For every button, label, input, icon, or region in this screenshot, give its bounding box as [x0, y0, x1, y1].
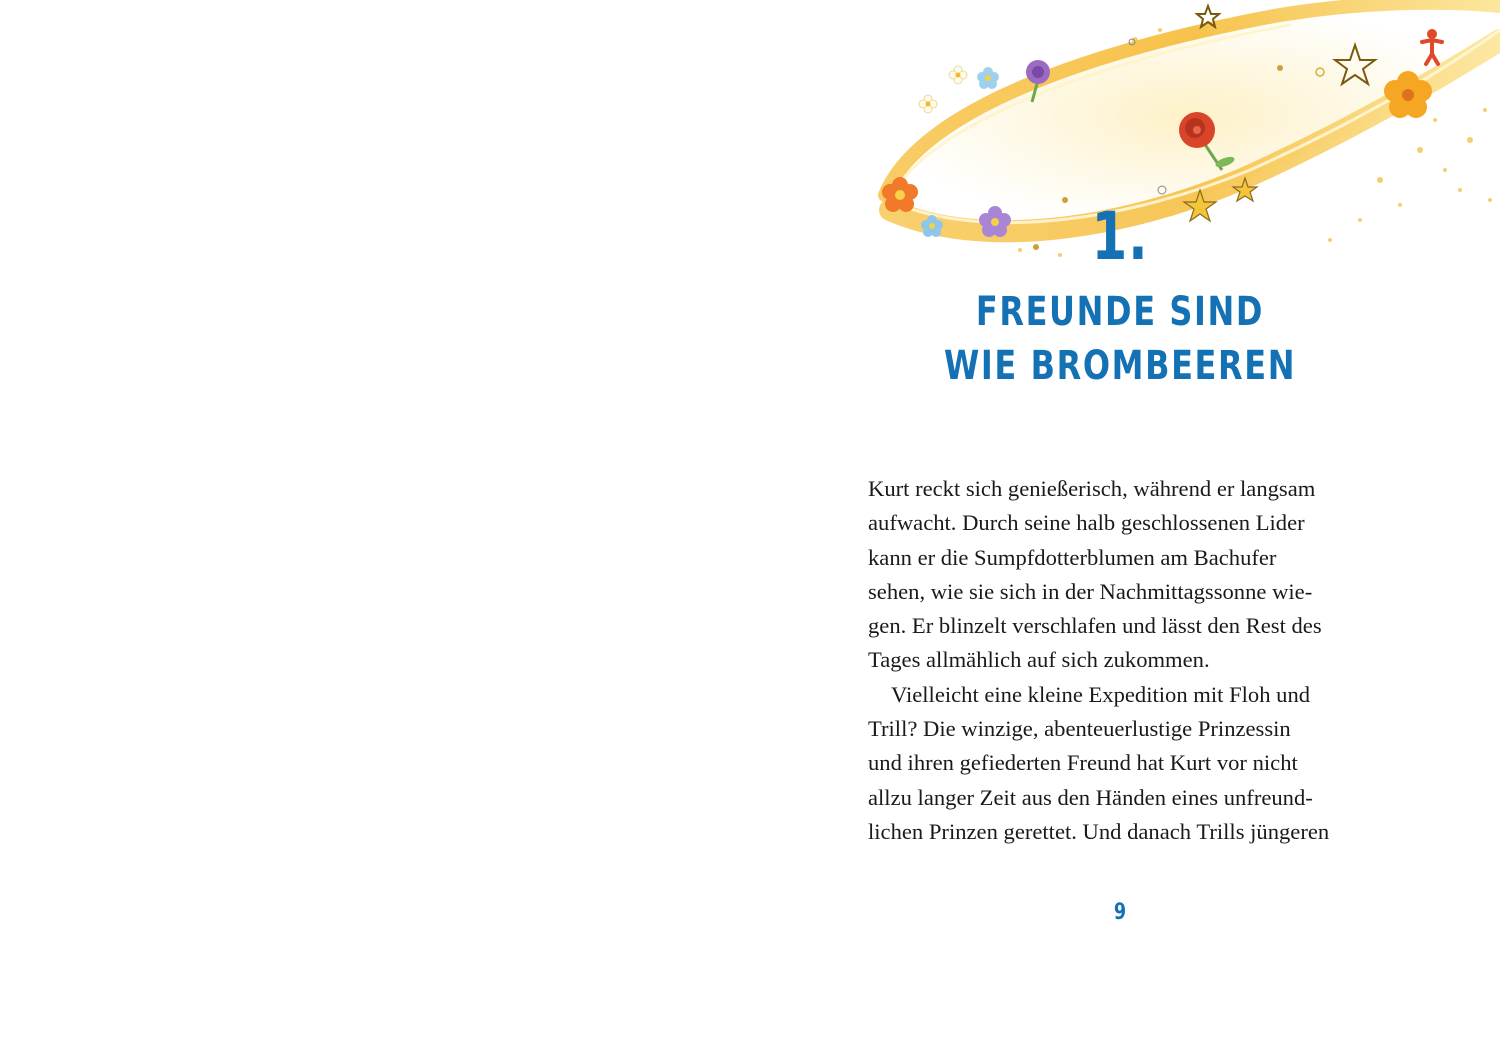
body-text	[868, 472, 1388, 849]
body-line: sehen, wie sie sich in der Nachmittagssonne wie-	[868, 578, 1313, 604]
body-line: kann er die Sumpfdotterblumen am Bachufer	[868, 544, 1277, 570]
body-line: gen. Er blinzelt verschlafen und lässt den Rest des	[868, 613, 1322, 639]
body-line: allzu langer Zeit aus den Händen eines unfreund-	[868, 784, 1313, 810]
chapter-title-line: FREUNDE SIND	[975, 289, 1265, 335]
chapter-title-line: WIE BROMBEEREN	[944, 343, 1297, 389]
chapter-number: 1.	[1091, 198, 1149, 275]
chapter-title	[944, 285, 1296, 393]
body-line: lichen Prinzen gerettet. Und danach Trills jüngeren	[868, 818, 1330, 844]
body-line: Vielleicht eine kleine Expedition mit Floh und	[891, 681, 1311, 707]
body-line: Tages allmählich auf sich zukommen.	[868, 647, 1210, 673]
body-line: Trill? Die winzige, abenteuerlustige Prinzessin	[868, 716, 1291, 742]
body-line: und ihren gefiederten Freund hat Kurt vor nicht	[868, 750, 1298, 776]
body-line: aufwacht. Durch seine halb geschlossenen Lider	[868, 510, 1305, 536]
page-number: 9	[1113, 900, 1127, 925]
body-line: Kurt reckt sich genießerisch, während er langsam	[868, 476, 1316, 501]
